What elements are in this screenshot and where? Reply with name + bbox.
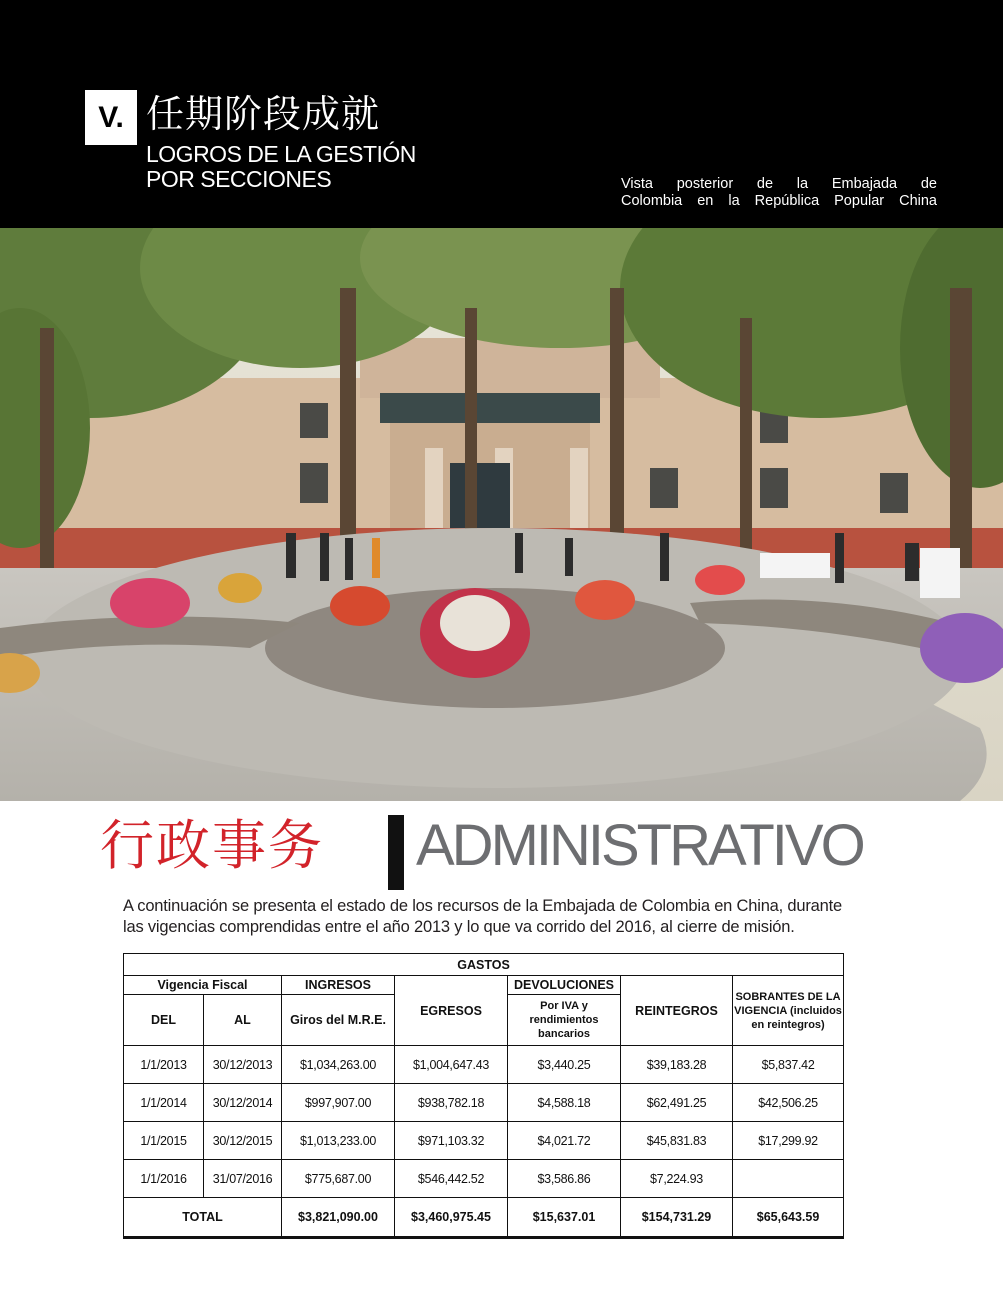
cell-del: 1/1/2014 [124, 1084, 204, 1122]
table-title: GASTOS [124, 954, 844, 976]
cell-egresos: $971,103.32 [395, 1122, 508, 1160]
ingresos-subheader: Giros del M.R.E. [282, 995, 395, 1046]
cell-ingresos: $1,034,263.00 [282, 1046, 395, 1084]
header-band [0, 0, 1003, 228]
heading-divider [388, 815, 404, 890]
section-title-spanish [146, 142, 476, 192]
sobrantes-header: SOBRANTES DE LA VIGENCIA (incluidos en reintegros) [733, 976, 844, 1046]
cell-ingresos: $997,907.00 [282, 1084, 395, 1122]
table-row [124, 1160, 844, 1198]
cell-sobrantes: $17,299.92 [733, 1122, 844, 1160]
heading-chinese: 行政事务 [100, 814, 324, 877]
cell-devoluciones: $4,021.72 [508, 1122, 621, 1160]
table-row [124, 1122, 844, 1160]
embassy-garden-illustration [0, 228, 1003, 801]
intro-line: A continuación se presenta el estado de los recursos de la Embajada de Colombia en China, durante [123, 897, 842, 915]
cell-al: 30/12/2015 [204, 1122, 282, 1160]
cell-ingresos: $1,013,233.00 [282, 1122, 395, 1160]
section-number: V. [85, 90, 137, 145]
total-sobrantes: $65,643.59 [733, 1198, 844, 1238]
ingresos-header: INGRESOS [282, 976, 395, 995]
vigencia-header: Vigencia Fiscal [124, 976, 282, 995]
embassy-photo [0, 228, 1003, 801]
del-header: DEL [124, 995, 204, 1046]
cell-egresos: $1,004,647.43 [395, 1046, 508, 1084]
cell-reintegros: $45,831.83 [621, 1122, 733, 1160]
section-title-line: LOGROS DE LA GESTIÓN [146, 141, 416, 167]
cell-al: 31/07/2016 [204, 1160, 282, 1198]
table-total-row [124, 1198, 844, 1238]
photo-caption-line: Vista posterior de la Embajada de [621, 176, 937, 192]
devoluciones-header: DEVOLUCIONES [508, 976, 621, 995]
devoluciones-subheader: Por IVA y rendimientos bancarios [508, 995, 621, 1046]
gastos-table [123, 953, 844, 1239]
cell-sobrantes [733, 1160, 844, 1198]
total-ingresos: $3,821,090.00 [282, 1198, 395, 1238]
photo-caption-line: Colombia en la República Popular China [621, 193, 937, 209]
cell-egresos: $938,782.18 [395, 1084, 508, 1122]
cell-del: 1/1/2016 [124, 1160, 204, 1198]
reintegros-header: REINTEGROS [621, 976, 733, 1046]
photo-caption [621, 176, 937, 210]
section-title-chinese: 任期阶段成就 [146, 92, 381, 136]
total-label: TOTAL [124, 1198, 282, 1238]
cell-sobrantes: $5,837.42 [733, 1046, 844, 1084]
cell-del: 1/1/2013 [124, 1046, 204, 1084]
cell-reintegros: $7,224.93 [621, 1160, 733, 1198]
total-devoluciones: $15,637.01 [508, 1198, 621, 1238]
cell-egresos: $546,442.52 [395, 1160, 508, 1198]
total-reintegros: $154,731.29 [621, 1198, 733, 1238]
cell-al: 30/12/2013 [204, 1046, 282, 1084]
cell-devoluciones: $4,588.18 [508, 1084, 621, 1122]
section-title-line: POR SECCIONES [146, 166, 332, 192]
cell-reintegros: $39,183.28 [621, 1046, 733, 1084]
cell-devoluciones: $3,440.25 [508, 1046, 621, 1084]
al-header: AL [204, 995, 282, 1046]
cell-devoluciones: $3,586.86 [508, 1160, 621, 1198]
intro-line: las vigencias comprendidas entre el año 2013 y lo que va corrido del 2016, al cierre de misión. [123, 918, 795, 936]
cell-ingresos: $775,687.00 [282, 1160, 395, 1198]
table-row [124, 1084, 844, 1122]
table-row [124, 1046, 844, 1084]
cell-reintegros: $62,491.25 [621, 1084, 733, 1122]
intro-paragraph [123, 896, 853, 938]
heading-spanish: ADMINISTRATIVO [416, 813, 863, 878]
cell-del: 1/1/2015 [124, 1122, 204, 1160]
total-egresos: $3,460,975.45 [395, 1198, 508, 1238]
egresos-header: EGRESOS [395, 976, 508, 1046]
cell-al: 30/12/2014 [204, 1084, 282, 1122]
cell-sobrantes: $42,506.25 [733, 1084, 844, 1122]
